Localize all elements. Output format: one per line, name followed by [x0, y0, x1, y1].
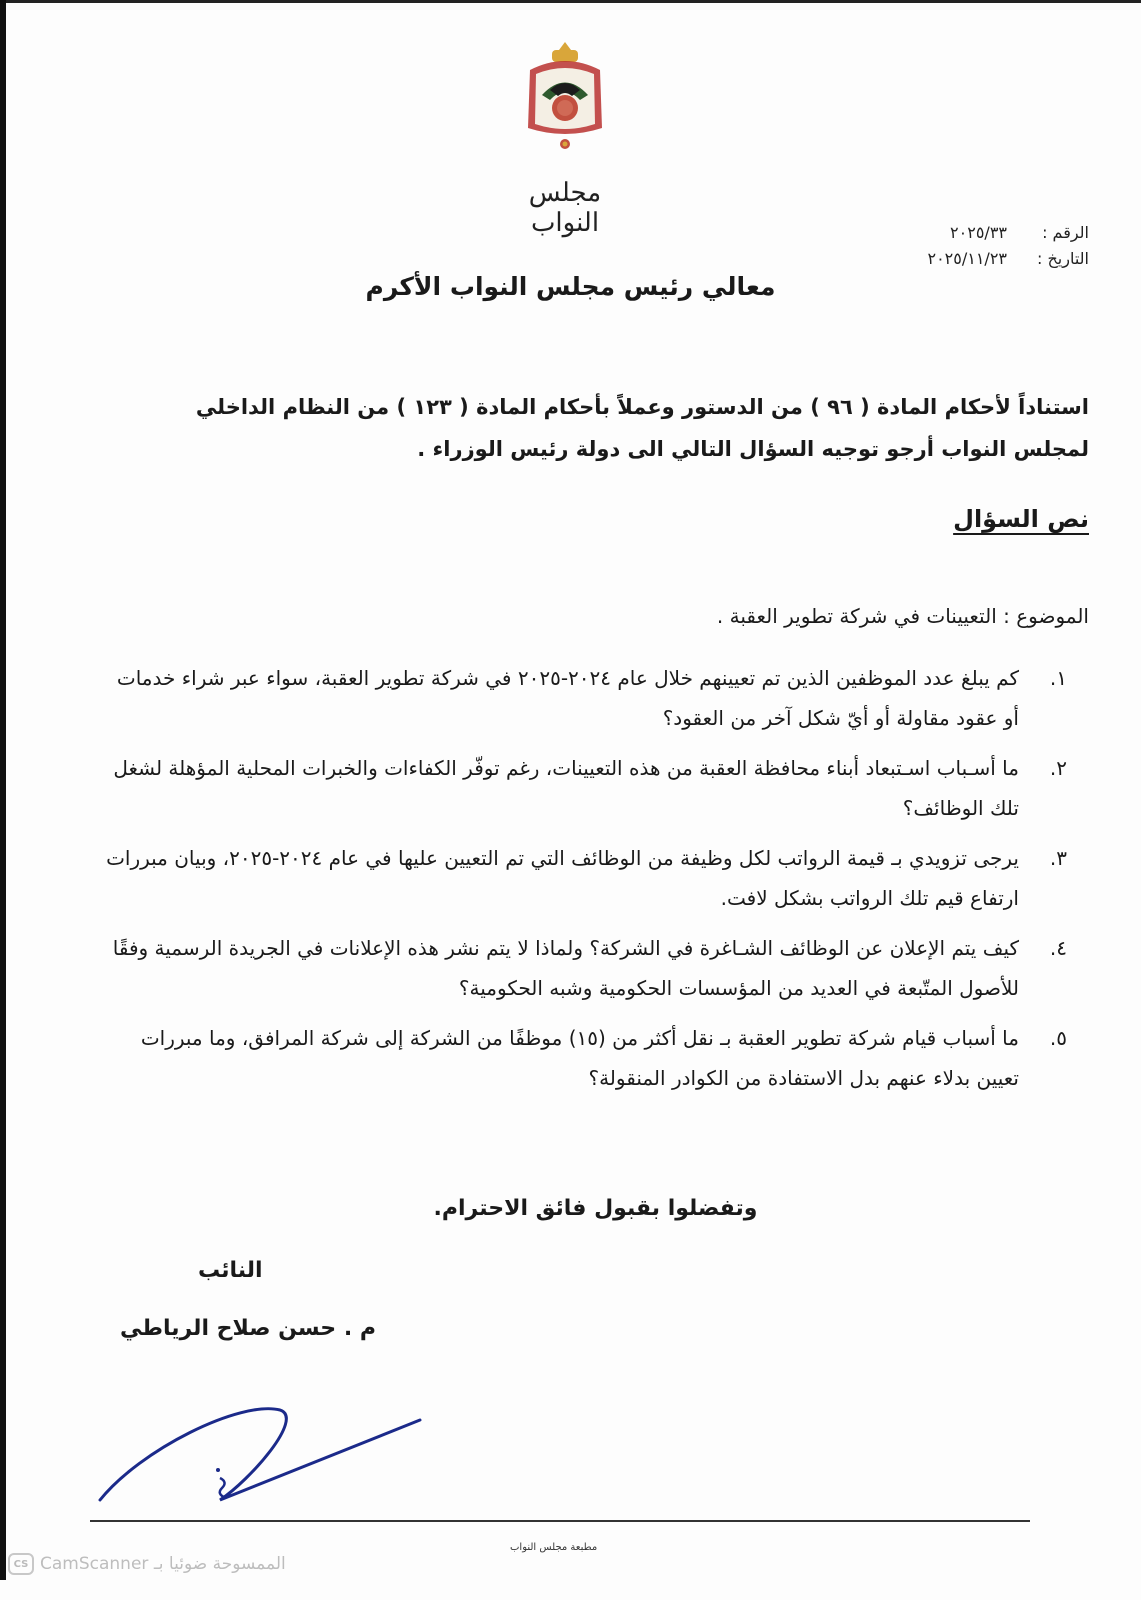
- question-item: [101, 928, 1071, 1008]
- date-row: [927, 246, 1089, 272]
- camscanner-watermark: [8, 1550, 286, 1578]
- handwritten-signature: [80, 1380, 440, 1510]
- date-value: ٢٠٢٥/١١/٢٣: [927, 249, 1007, 268]
- reference-value: ٢٠٢٥/٣٣: [950, 223, 1007, 242]
- question-number: ٤.: [1049, 936, 1067, 960]
- council-logo-text: مجلس النواب: [528, 178, 602, 238]
- question-item: [101, 838, 1071, 918]
- date-label: التاريخ :: [1036, 249, 1089, 268]
- coat-of-arms-icon: [520, 40, 610, 165]
- question-number: ٣.: [1049, 846, 1067, 870]
- question-number: ١.: [1049, 666, 1067, 690]
- intro-paragraph: [159, 386, 1089, 470]
- addressee-heading: معالي رئيس مجلس النواب الأكرم: [365, 272, 776, 301]
- signatory-name: م . حسن صلاح الرياطي: [120, 1316, 376, 1341]
- scan-top-edge: [0, 0, 1141, 3]
- scan-left-edge: [0, 0, 6, 1580]
- reference-number-row: [927, 220, 1089, 246]
- watermark-text: CamScanner الممسوحة ضوئيا بـ: [40, 1554, 286, 1574]
- question-item: [101, 748, 1071, 828]
- footer-rule: [90, 1520, 1030, 1522]
- reference-label: الرقم :: [1042, 223, 1089, 242]
- question-list: [101, 658, 1071, 1108]
- question-text: ما أسـباب اسـتبعاد أبناء محافظة العقبة من هذه التعيينات، رغم توفّر الكفاءات والخبرات المحلية المؤهلة لشغل تلك الوظائف؟: [113, 756, 1019, 820]
- question-item: [101, 1018, 1071, 1098]
- question-text: كم يبلغ عدد الموظفين الذين تم تعيينهم خلال عام ٢٠٢٤-٢٠٢٥ في شركة تطوير العقبة، سواء عبر شراء خدمات أو عقود مقاولة أو أيّ شكل آخر من العقود؟: [116, 666, 1019, 730]
- signatory-title: النائب: [198, 1258, 263, 1283]
- question-number: ٥.: [1049, 1026, 1067, 1050]
- question-heading: نص السؤال: [953, 505, 1089, 533]
- camscanner-icon: CS: [8, 1553, 34, 1575]
- subject-line: الموضوع : التعيينات في شركة تطوير العقبة .: [716, 604, 1089, 628]
- reference-block: [927, 220, 1089, 272]
- question-text: يرجى تزويدي بـ قيمة الرواتب لكل وظيفة من الوظائف التي تم التعيين عليها في عام ٢٠٢٤-٢٠٢٥، وبيان مبررات ارتفاع قيم تلك الرواتب بشكل لافت.: [106, 846, 1019, 910]
- question-item: [101, 658, 1071, 738]
- intro-line-1: استناداً لأحكام المادة ( ٩٦ ) من الدستور وعملاً بأحكام المادة ( ١٢٣ ) من النظام الداخلي: [195, 395, 1089, 419]
- intro-line-2: لمجلس النواب أرجو توجيه السؤال التالي الى دولة رئيس الوزراء .: [417, 437, 1089, 461]
- question-text: ما أسباب قيام شركة تطوير العقبة بـ نقل أكثر من (١٥) موظفًا من الشركة إلى شركة المرافق، وما مبررات تعيين بدلاء عنهم بدل الاستفادة من الكوادر المنقولة؟: [140, 1026, 1019, 1090]
- question-text: كيف يتم الإعلان عن الوظائف الشـاغرة في الشركة؟ ولماذا لا يتم نشر هذه الإعلانات في الجريدة الرسمية وفقًا للأصول المتّبعة في العديد من المؤسسات الحكومية وشبه الحكومية؟: [112, 936, 1019, 1000]
- footer-print-mark: مطبعة مجلس النواب: [510, 1542, 598, 1553]
- closing-line: وتفضلوا بقبول فائق الاحترام.: [433, 1196, 758, 1221]
- question-number: ٢.: [1049, 756, 1067, 780]
